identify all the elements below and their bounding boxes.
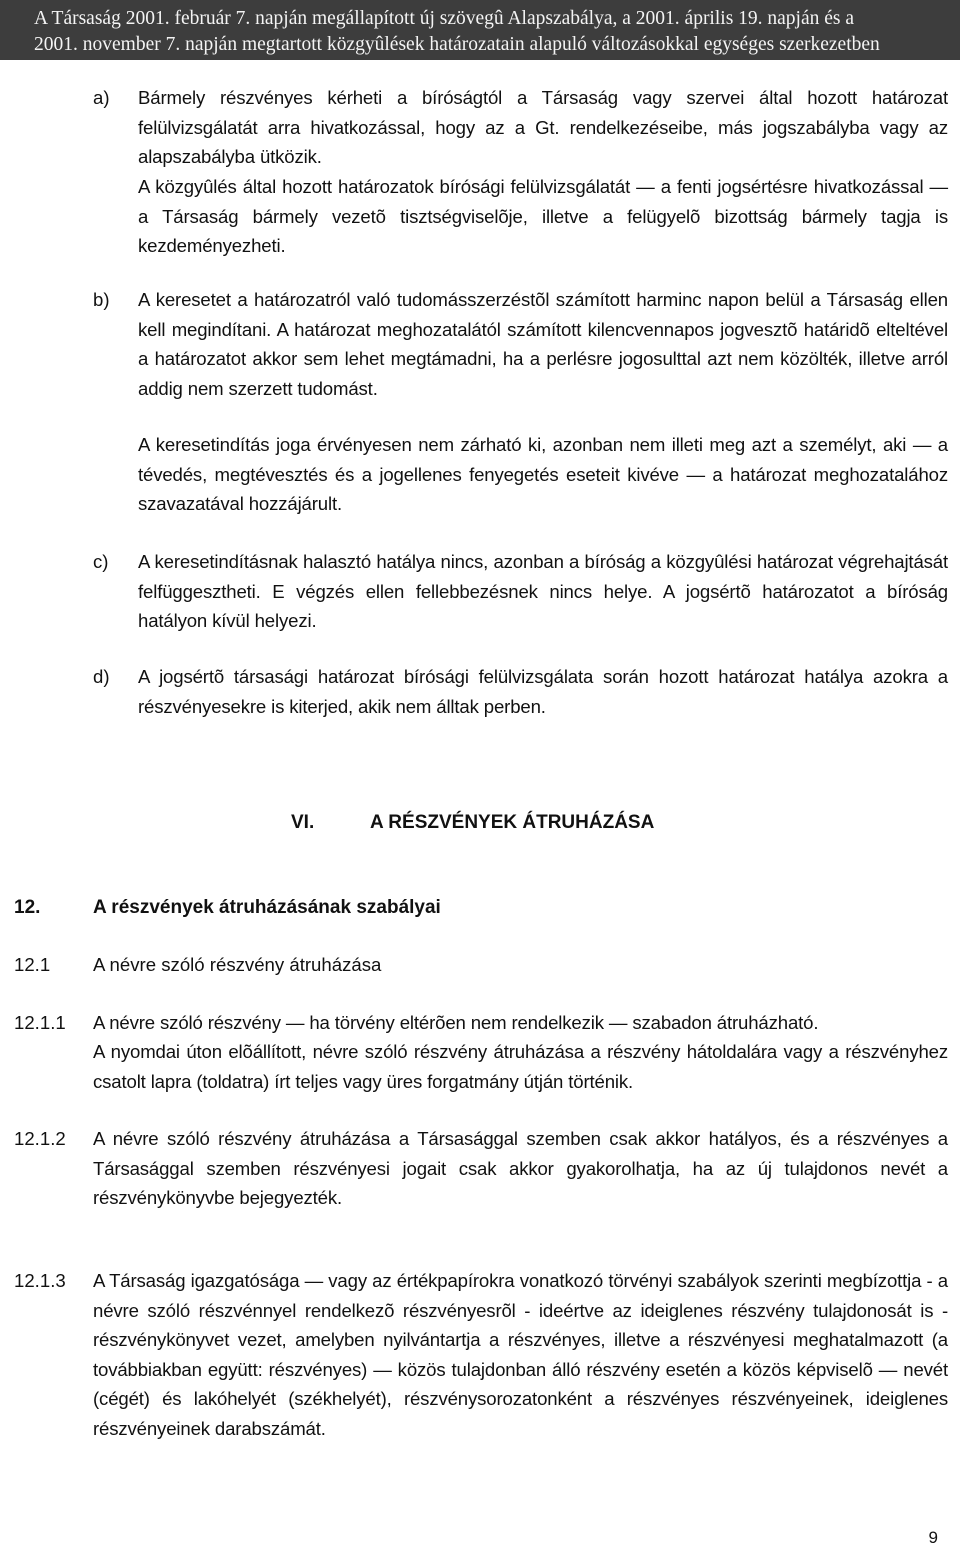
section-12-1-1-line-1: A névre szóló részvény — ha törvény eltérõen nem rendelkezik — szabadon átruházható.	[93, 1012, 819, 1033]
item-c-label: c)	[93, 551, 109, 572]
item-a-label: a)	[93, 87, 110, 108]
item-c-paragraph: A keresetindításnak halasztó hatálya nincs, azonban a bíróság a közgyûlési határozat végrehajtását felfüggesztheti. E végzés ellen fellebbezésnek nincs helye. A jogsértõ határozatot a bíróság hatályon kívül helyezi.	[138, 551, 948, 631]
section-12-1-2-number: 12.1.2	[14, 1128, 66, 1149]
section-12-1-3-number: 12.1.3	[14, 1270, 66, 1291]
item-d-paragraph: A jogsértõ társasági határozat bírósági felülvizsgálata során hozott határozat hatálya azokra a részvényesekre is kiterjed, akik nem álltak perben.	[138, 666, 948, 717]
item-a-paragraph-1: Bármely részvényes kérheti a bíróságtól a Társaság vagy szervei által hozott határozat felülvizsgálatát arra hivatkozással, hogy az a Gt. rendelkezéseibe, más jogszabályba vagy az alapszabályba ütközik.	[138, 87, 948, 167]
document-header	[0, 0, 960, 60]
section-12-1-2-paragraph: A névre szóló részvény átruházása a Társasággal szemben csak akkor hatályos, és a részvényes a Társasággal szemben részvényesi jogait csak akkor gyakorolhatja, ha az új tulajdonos nevét a részvénykönyvbe bejegyezték.	[93, 1128, 948, 1208]
section-12-1-number: 12.1	[14, 954, 51, 975]
section-12-number: 12.	[14, 897, 41, 918]
item-b-paragraph-1: A keresetet a határozatról való tudomásszerzéstõl számított harminc napon belül a Társaság ellen kell megindítani. A határozat meghozatalától számított kilencvennapos jogvesztõ határidõ elteltével a határozatot akkor sem lehet megtámadni, ha a perlésre jogosulttal azt nem közölték, illetve arról addig nem szerzett tudomást.	[138, 289, 948, 399]
section-12-1-1-number: 12.1.1	[14, 1012, 66, 1033]
item-b-paragraph-2: A keresetindítás joga érvényesen nem zárható ki, azonban nem illeti meg azt a személyt, aki — a tévedés, megtévesztés és a jogellenes fenyegetés eseteit kivéve — a határozat meghozatalához szavazatával hozzájárult.	[138, 434, 948, 514]
header-line-2: 2001. november 7. napján megtartott közgyûlések határozatain alapuló változásokkal egységes szerkezetben	[34, 34, 880, 55]
section-12-title: A részvények átruházásának szabályai	[93, 897, 441, 918]
chapter-number: VI.	[291, 812, 315, 833]
item-b-label: b)	[93, 289, 110, 310]
chapter-title: A RÉSZVÉNYEK ÁTRUHÁZÁSA	[370, 812, 655, 833]
item-d-label: d)	[93, 666, 110, 687]
header-line-1: A Társaság 2001. február 7. napján megállapított új szövegû Alapszabálya, a 2001. április 19. napján és a	[34, 8, 855, 29]
section-12-1-title: A névre szóló részvény átruházása	[93, 954, 382, 975]
page-number: 9	[928, 1528, 938, 1547]
item-a-paragraph-2: A közgyûlés által hozott határozatok bírósági felülvizsgálatát — a fenti jogsértésre hivatkozással — a Társaság bármely vezetõ tisztségviselõje, illetve a felügyelõ bizottság bármely tagja is kezdeményezheti.	[138, 176, 948, 256]
section-12-1-3-paragraph: A Társaság igazgatósága — vagy az értékpapírokra vonatkozó törvényi szabályok szerinti megbízottja - a névre szóló részvénnyel rendelkezõ részvényesrõl - ideértve az ideiglenes részvény tulajdonosát is - részvénykönyvet vezet, amelyben nyilvántartja a részvényes, illetve a részvényesi meghatalmazott (a továbbiakban együtt: részvényes) — közös tulajdonban álló részvény esetén a közös képviselõ — nevét (cégét) és lakóhelyét (székhelyét), részvénysorozatonként a részvényes részvényeinek, ideiglenes részvényeinek darabszámát.	[93, 1270, 948, 1439]
section-12-1-1-paragraph-2: A nyomdai úton elõállított, névre szóló részvény átruházása a részvény hátoldalára vagy a részvényhez csatolt lapra (toldatra) írt teljes vagy üres forgatmány útján történik.	[93, 1041, 948, 1092]
